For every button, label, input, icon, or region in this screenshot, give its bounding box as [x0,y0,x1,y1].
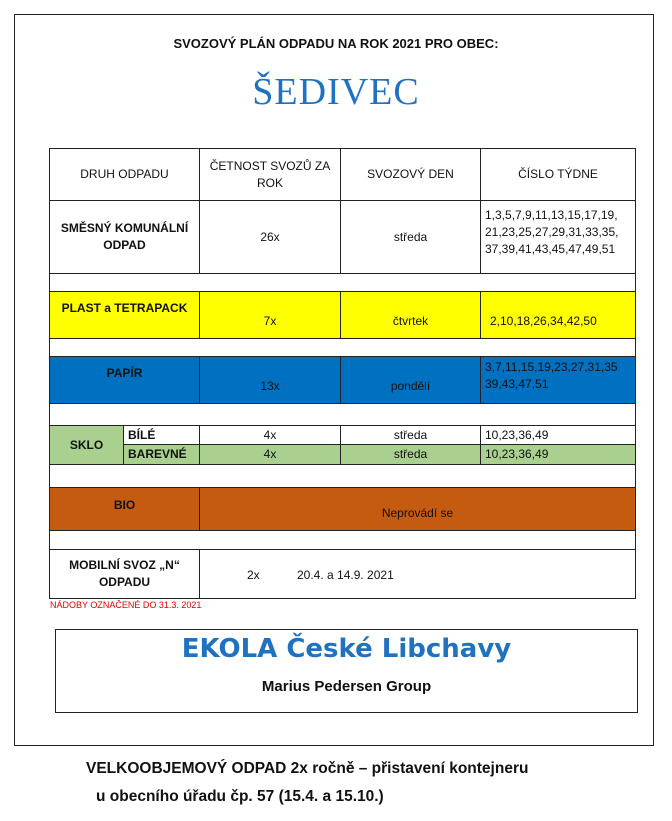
row-glass-colored-label: BAREVNÉ [123,444,200,465]
row-spacer [49,273,636,292]
header-frequency: ČETNOST SVOZŮ ZA ROK [199,148,341,201]
row-glass-white-frequency: 4x [199,425,341,445]
plan-title: SVOZOVÝ PLÁN ODPADU NA ROK 2021 PRO OBEC: [173,36,499,51]
row-spacer [49,464,636,488]
row-glass-colored-weeks: 10,23,36,49 [480,444,636,465]
bulky-waste-line1: VELKOOBJEMOVÝ ODPAD 2x ročně – přistavení kontejneru [86,760,529,777]
row-paper-type: PAPÍR [49,356,200,404]
row-plastic-type: PLAST a TETRAPACK [49,291,200,339]
row-mixed-day: středa [340,200,481,274]
row-paper-weeks: 3,7,11,15,19,23,27,31,35 39,43,47,51 [480,356,636,404]
header-waste-type: DRUH ODPADU [49,148,200,201]
row-plastic-day: čtvrtek [340,291,481,339]
row-mixed-type: SMĚSNÝ KOMUNÁLNÍ ODPAD [49,200,200,274]
header-day: SVOZOVÝ DEN [340,148,481,201]
row-glass-type: SKLO [49,425,124,465]
row-bio-type: BIO [49,487,200,531]
row-paper-frequency: 13x [199,356,341,404]
company-group: Marius Pedersen Group [261,678,432,695]
containers-note: NÁDOBY OZNAČENÉ DO 31.3. 2021 [50,600,202,610]
row-plastic-frequency: 7x [199,291,341,339]
row-paper-day: pondělí [340,356,481,404]
row-glass-white-label: BÍLÉ [123,425,200,445]
row-glass-colored-day: středa [340,444,481,465]
row-glass-white-day: středa [340,425,481,445]
row-mobile-info [199,549,636,599]
row-spacer [49,403,636,426]
bulky-waste-line2: u obecního úřadu čp. 57 (15.4. a 15.10.) [96,788,384,805]
row-mobile-frequency: 2x [247,568,260,582]
company-box [55,629,638,713]
row-mixed-weeks: 1,3,5,7,9,11,13,15,17,19, 21,23,25,27,29,31,33,35, 37,39,41,43,45,47,49,51 [480,200,636,274]
town-name: ŠEDIVEC [252,71,420,113]
row-glass-white-weeks: 10,23,36,49 [480,425,636,445]
header-weeks: ČÍSLO TÝDNE [480,148,636,201]
row-spacer [49,530,636,550]
row-mobile-type: MOBILNÍ SVOZ „N“ ODPADU [49,549,200,599]
row-glass-colored-frequency: 4x [199,444,341,465]
row-mobile-dates: 20.4. a 14.9. 2021 [297,568,394,582]
row-spacer [49,338,636,357]
row-plastic-weeks: 2,10,18,26,34,42,50 [480,291,636,339]
company-name: EKOLA České Libchavy [181,634,512,664]
row-mixed-frequency: 26x [199,200,341,274]
row-bio-note: Neprovádí se [199,487,636,531]
